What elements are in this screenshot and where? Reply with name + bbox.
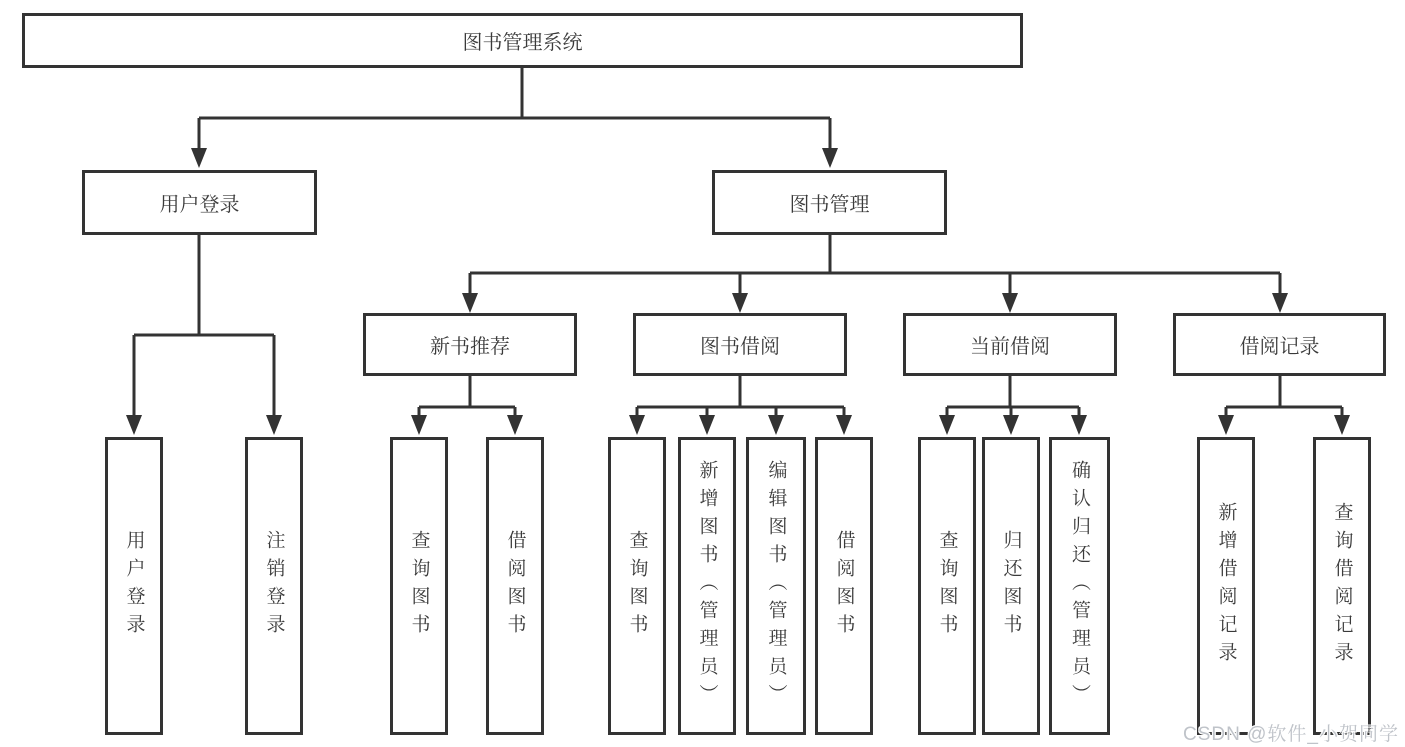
- node-leaf-query-books-recommend-label: 查询图书: [408, 530, 430, 642]
- arrowhead: [1071, 415, 1087, 435]
- node-leaf-user-login: [105, 437, 163, 735]
- node-leaf-add-books-admin-label: 新增图书（管理员）: [696, 460, 718, 712]
- node-leaf-add-borrow-record-label: 新增借阅记录: [1215, 502, 1237, 670]
- node-book-management: [712, 170, 947, 235]
- node-current-borrowing: [903, 313, 1117, 376]
- node-leaf-confirm-return-admin: [1049, 437, 1110, 735]
- arrowhead: [266, 415, 282, 435]
- connector-book-management-to-sections: [470, 235, 1280, 297]
- node-leaf-query-books-borrowing: [608, 437, 666, 735]
- arrowhead: [699, 415, 715, 435]
- node-leaf-confirm-return-admin-label: 确认归还（管理员）: [1069, 460, 1090, 712]
- node-root-system-label: 图书管理系统: [462, 32, 583, 54]
- node-new-book-recommend: [363, 313, 577, 376]
- arrowhead: [191, 148, 207, 168]
- connector-user-login-to-children: [134, 235, 274, 420]
- node-leaf-query-borrow-record-label: 查询借阅记录: [1331, 502, 1353, 670]
- arrowhead: [939, 415, 955, 435]
- arrowhead: [768, 415, 784, 435]
- arrowhead: [462, 293, 478, 313]
- arrowhead: [1003, 415, 1019, 435]
- arrowhead: [629, 415, 645, 435]
- node-leaf-borrow-books-recommend: [486, 437, 544, 735]
- node-leaf-edit-books-admin: [746, 437, 806, 735]
- arrowhead: [507, 415, 523, 435]
- node-leaf-return-books-label: 归还图书: [1000, 530, 1022, 642]
- arrowhead: [732, 293, 748, 313]
- node-leaf-return-books: [982, 437, 1040, 735]
- node-borrowing-records: [1173, 313, 1386, 376]
- node-book-borrowing-label: 图书借阅: [700, 336, 780, 358]
- node-user-login-label: 用户登录: [159, 194, 240, 216]
- node-book-borrowing: [633, 313, 847, 376]
- arrowhead: [1334, 415, 1350, 435]
- arrowhead: [822, 148, 838, 168]
- node-leaf-logout: [245, 437, 303, 735]
- arrowhead: [126, 415, 142, 435]
- node-root-system: [22, 13, 1023, 68]
- node-leaf-add-books-admin: [678, 437, 736, 735]
- node-borrowing-records-label: 借阅记录: [1239, 336, 1320, 358]
- node-book-management-label: 图书管理: [789, 194, 870, 216]
- csdn-watermark: CSDN @软件_小贺同学: [1183, 724, 1399, 745]
- arrowhead: [1218, 415, 1234, 435]
- arrowhead: [1272, 293, 1288, 313]
- arrowhead: [836, 415, 852, 435]
- node-leaf-edit-books-admin-label: 编辑图书（管理员）: [765, 460, 787, 712]
- node-leaf-user-login-label: 用户登录: [123, 530, 145, 642]
- node-leaf-query-borrow-record: [1313, 437, 1371, 735]
- node-leaf-query-books-borrowing-label: 查询图书: [626, 530, 648, 642]
- node-user-login: [82, 170, 317, 235]
- arrowhead: [1002, 293, 1018, 313]
- node-leaf-query-books-current-label: 查询图书: [936, 530, 958, 642]
- node-leaf-logout-label: 注销登录: [263, 530, 285, 642]
- arrowhead: [411, 415, 427, 435]
- node-leaf-borrow-books-recommend-label: 借阅图书: [504, 530, 526, 642]
- node-leaf-borrow-books-label: 借阅图书: [833, 530, 855, 642]
- node-leaf-query-books-recommend: [390, 437, 448, 735]
- node-new-book-recommend-label: 新书推荐: [430, 336, 510, 358]
- node-current-borrowing-label: 当前借阅: [970, 336, 1050, 358]
- node-leaf-borrow-books: [815, 437, 873, 735]
- node-leaf-query-books-current: [918, 437, 976, 735]
- connector-root-to-level2: [199, 68, 830, 152]
- connector-sections-to-leaves: [419, 376, 1342, 420]
- node-leaf-add-borrow-record: [1197, 437, 1255, 735]
